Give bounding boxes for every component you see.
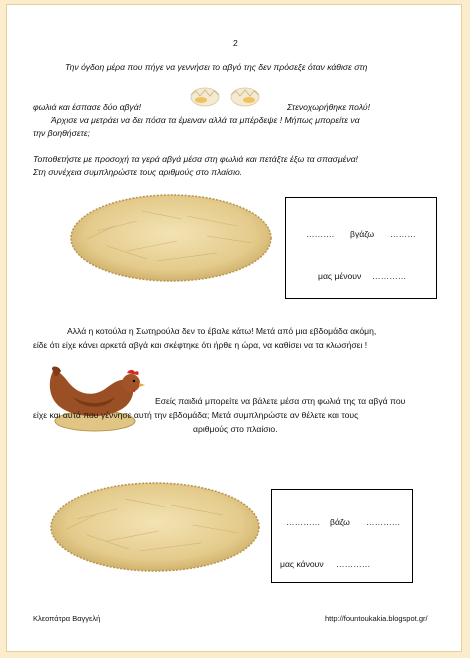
instruction1-line1: Τοποθετήστε με προσοχή τα γερά αβγά μέσα στη φωλιά και πετάξτε έξω τα σπασμένα! xyxy=(33,154,358,164)
box1-blank-remain[interactable]: ………… xyxy=(372,271,407,281)
paragraph1-line4: την βοηθήσετε; xyxy=(33,128,90,138)
box2-blank-total[interactable]: ………… xyxy=(336,559,371,569)
box2-blank-right[interactable]: ………… xyxy=(366,517,401,527)
box2-word-total: μας κάνουν xyxy=(280,559,324,569)
broken-eggs-image xyxy=(183,77,275,111)
answer-box-2 xyxy=(271,489,413,583)
footer-url[interactable]: http://fountoukakia.blogspot.gr/ xyxy=(325,614,428,623)
instruction1-line2: Στη συνέχεια συμπληρώστε τους αριθμούς στο πλαίσιο. xyxy=(33,167,243,177)
paragraph1-line1: Την όγδοη μέρα που πήγε να γεννήσει το αβγό της δεν πρόσεξε όταν κάθισε στη xyxy=(65,62,368,72)
nest-2[interactable] xyxy=(47,479,263,575)
box2-word-put: βάζω xyxy=(330,517,350,527)
paragraph2-line1: Αλλά η κοτούλα η Σωτηρούλα δεν το έβαλε κάτω! Μετά από μια εβδομάδα ακόμη, xyxy=(67,326,377,336)
paragraph1-line3: Άρχισε να μετράει να δει πόσα τα έμειναν αλλά τα μπέρδεψε ! Μήπως μπορείτε να xyxy=(51,115,360,125)
box1-blank-left[interactable]: ………. xyxy=(306,229,335,239)
instruction2-line3: αριθμούς στο πλαίσιο. xyxy=(193,424,278,434)
hen-on-nest-image xyxy=(39,361,149,433)
page-number: 2 xyxy=(233,38,238,48)
instruction2-line2: είχε και αυτά που γέννησε αυτή την εβδομάδα; Μετά συμπληρώστε αν θέλετε και τους xyxy=(33,410,359,420)
paragraph2-line2: είδε ότι είχε κάνει αρκετά αβγά και σκέφτηκε ότι ήρθε η ώρα, να καθίσει να τα κλωσήσει ! xyxy=(33,340,368,350)
paragraph1-line2b: Στενοχωρήθηκε πολύ! xyxy=(287,102,370,112)
footer-author: Κλεοπάτρα Βαγγελή xyxy=(33,614,101,623)
paragraph1-line2a: φωλιά και έσπασε δύο αβγά! xyxy=(33,102,142,112)
worksheet-page xyxy=(6,4,462,652)
box1-blank-right[interactable]: ……… xyxy=(390,229,416,239)
box1-word-remain: μας μένουν xyxy=(318,271,362,281)
answer-box-1 xyxy=(285,197,437,299)
box1-word-remove: βγάζω xyxy=(350,229,375,239)
nest-1[interactable] xyxy=(67,191,275,285)
instruction2-line1: Εσείς παιδιά μπορείτε να βάλετε μέσα στη φωλιά της τα αβγά που xyxy=(155,396,406,406)
box2-blank-left[interactable]: ………… xyxy=(286,517,321,527)
